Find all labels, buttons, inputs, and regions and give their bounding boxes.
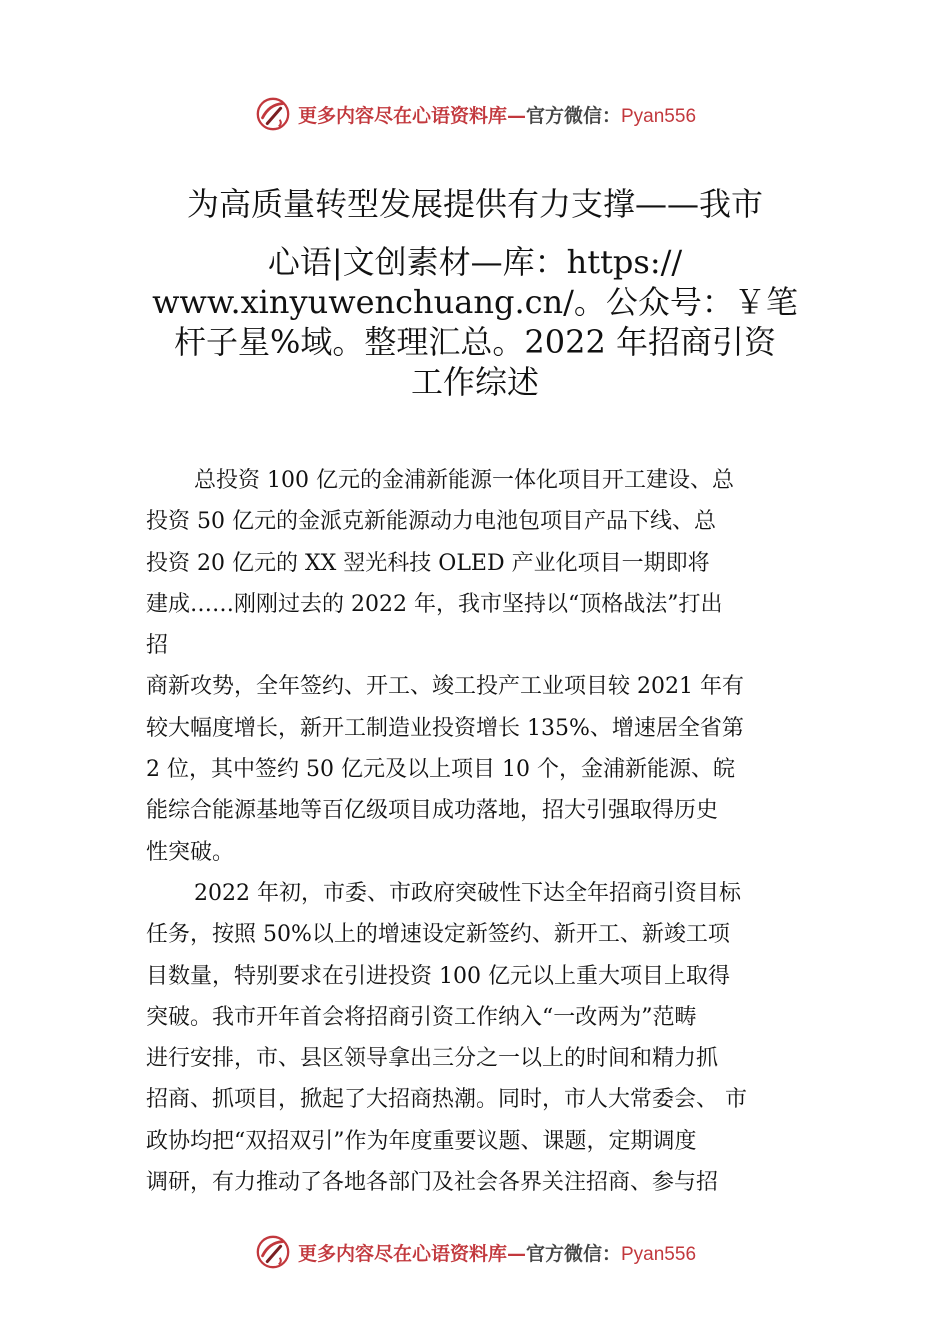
- banner-text: 更多内容尽在心语资料库—官方微信：Pyan556: [297, 104, 697, 127]
- title-line-4: 杆子星%域。整理汇总。2022 年招商引资: [173, 323, 777, 361]
- title-line-2: 心语|文创素材—库：https://: [267, 243, 683, 281]
- paragraph-1: [146, 460, 808, 666]
- document-title: [120, 182, 830, 402]
- text-line: 建成……刚刚过去的 2022 年，我市坚持以“顶格战法”打出: [146, 591, 723, 617]
- text-line: 投资 20 亿元的 XX 翌光科技 OLED 产业化项目一期即将: [146, 550, 710, 576]
- text-line: 进行安排，市、县区领导拿出三分之一以上的时间和精力抓: [146, 1046, 719, 1072]
- text-line: 性突破。: [146, 839, 235, 865]
- paragraph-2: [146, 666, 808, 872]
- text-line: 任务，按照 50%以上的增速设定新签约、新开工、新竣工项: [146, 922, 730, 948]
- text-line: 较大幅度增长，新开工制造业投资增长 135%、增速居全省第: [146, 715, 744, 741]
- banner-text: 更多内容尽在心语资料库—官方微信：Pyan556: [297, 1242, 697, 1265]
- text-line: 突破。我市开年首会将招商引资工作纳入“一改两为”范畴: [146, 1004, 697, 1030]
- text-line: 2022 年初，市委、市政府突破性下达全年招商引资目标: [194, 880, 741, 906]
- text-line: 目数量，特别要求在引进投资 100 亿元以上重大项目上取得: [146, 963, 730, 989]
- text-line: 总投资 100 亿元的金浦新能源一体化项目开工建设、总: [194, 468, 734, 493]
- brush-logo-icon: [254, 95, 292, 133]
- document-body: [146, 460, 808, 1203]
- title-line-5: 工作综述: [410, 363, 539, 401]
- footer-banner: [0, 1232, 950, 1272]
- text-line: 2 位，其中签约 50 亿元及以上项目 10 个，金浦新能源、皖: [146, 757, 735, 783]
- title-line-3: www.xinyuwenchuang.cn/。公众号：￥笔: [152, 283, 798, 321]
- text-line: 能综合能源基地等百亿级项目成功落地，招大引强取得历史: [146, 798, 719, 824]
- text-line: 招商、抓项目，掀起了大招商热潮。同时，市人大常委会、 市: [146, 1087, 747, 1113]
- text-line: 投资 50 亿元的金派克新能源动力电池包项目产品下线、总: [146, 509, 716, 535]
- title-line-1: 为高质量转型发展提供有力支撑——我市: [186, 185, 763, 223]
- text-line: 商新攻势，全年签约、开工、竣工投产工业项目较 2021 年有: [146, 674, 744, 700]
- paragraph-3: [146, 873, 808, 1203]
- header-banner: [0, 94, 950, 134]
- text-line: 招: [146, 633, 169, 659]
- text-line: 政协均把“双招双引”作为年度重要议题、课题，定期调度: [146, 1128, 697, 1154]
- brush-logo-icon: [254, 1233, 292, 1271]
- text-line: 调研，有力推动了各地各部门及社会各界关注招商、参与招: [146, 1170, 719, 1196]
